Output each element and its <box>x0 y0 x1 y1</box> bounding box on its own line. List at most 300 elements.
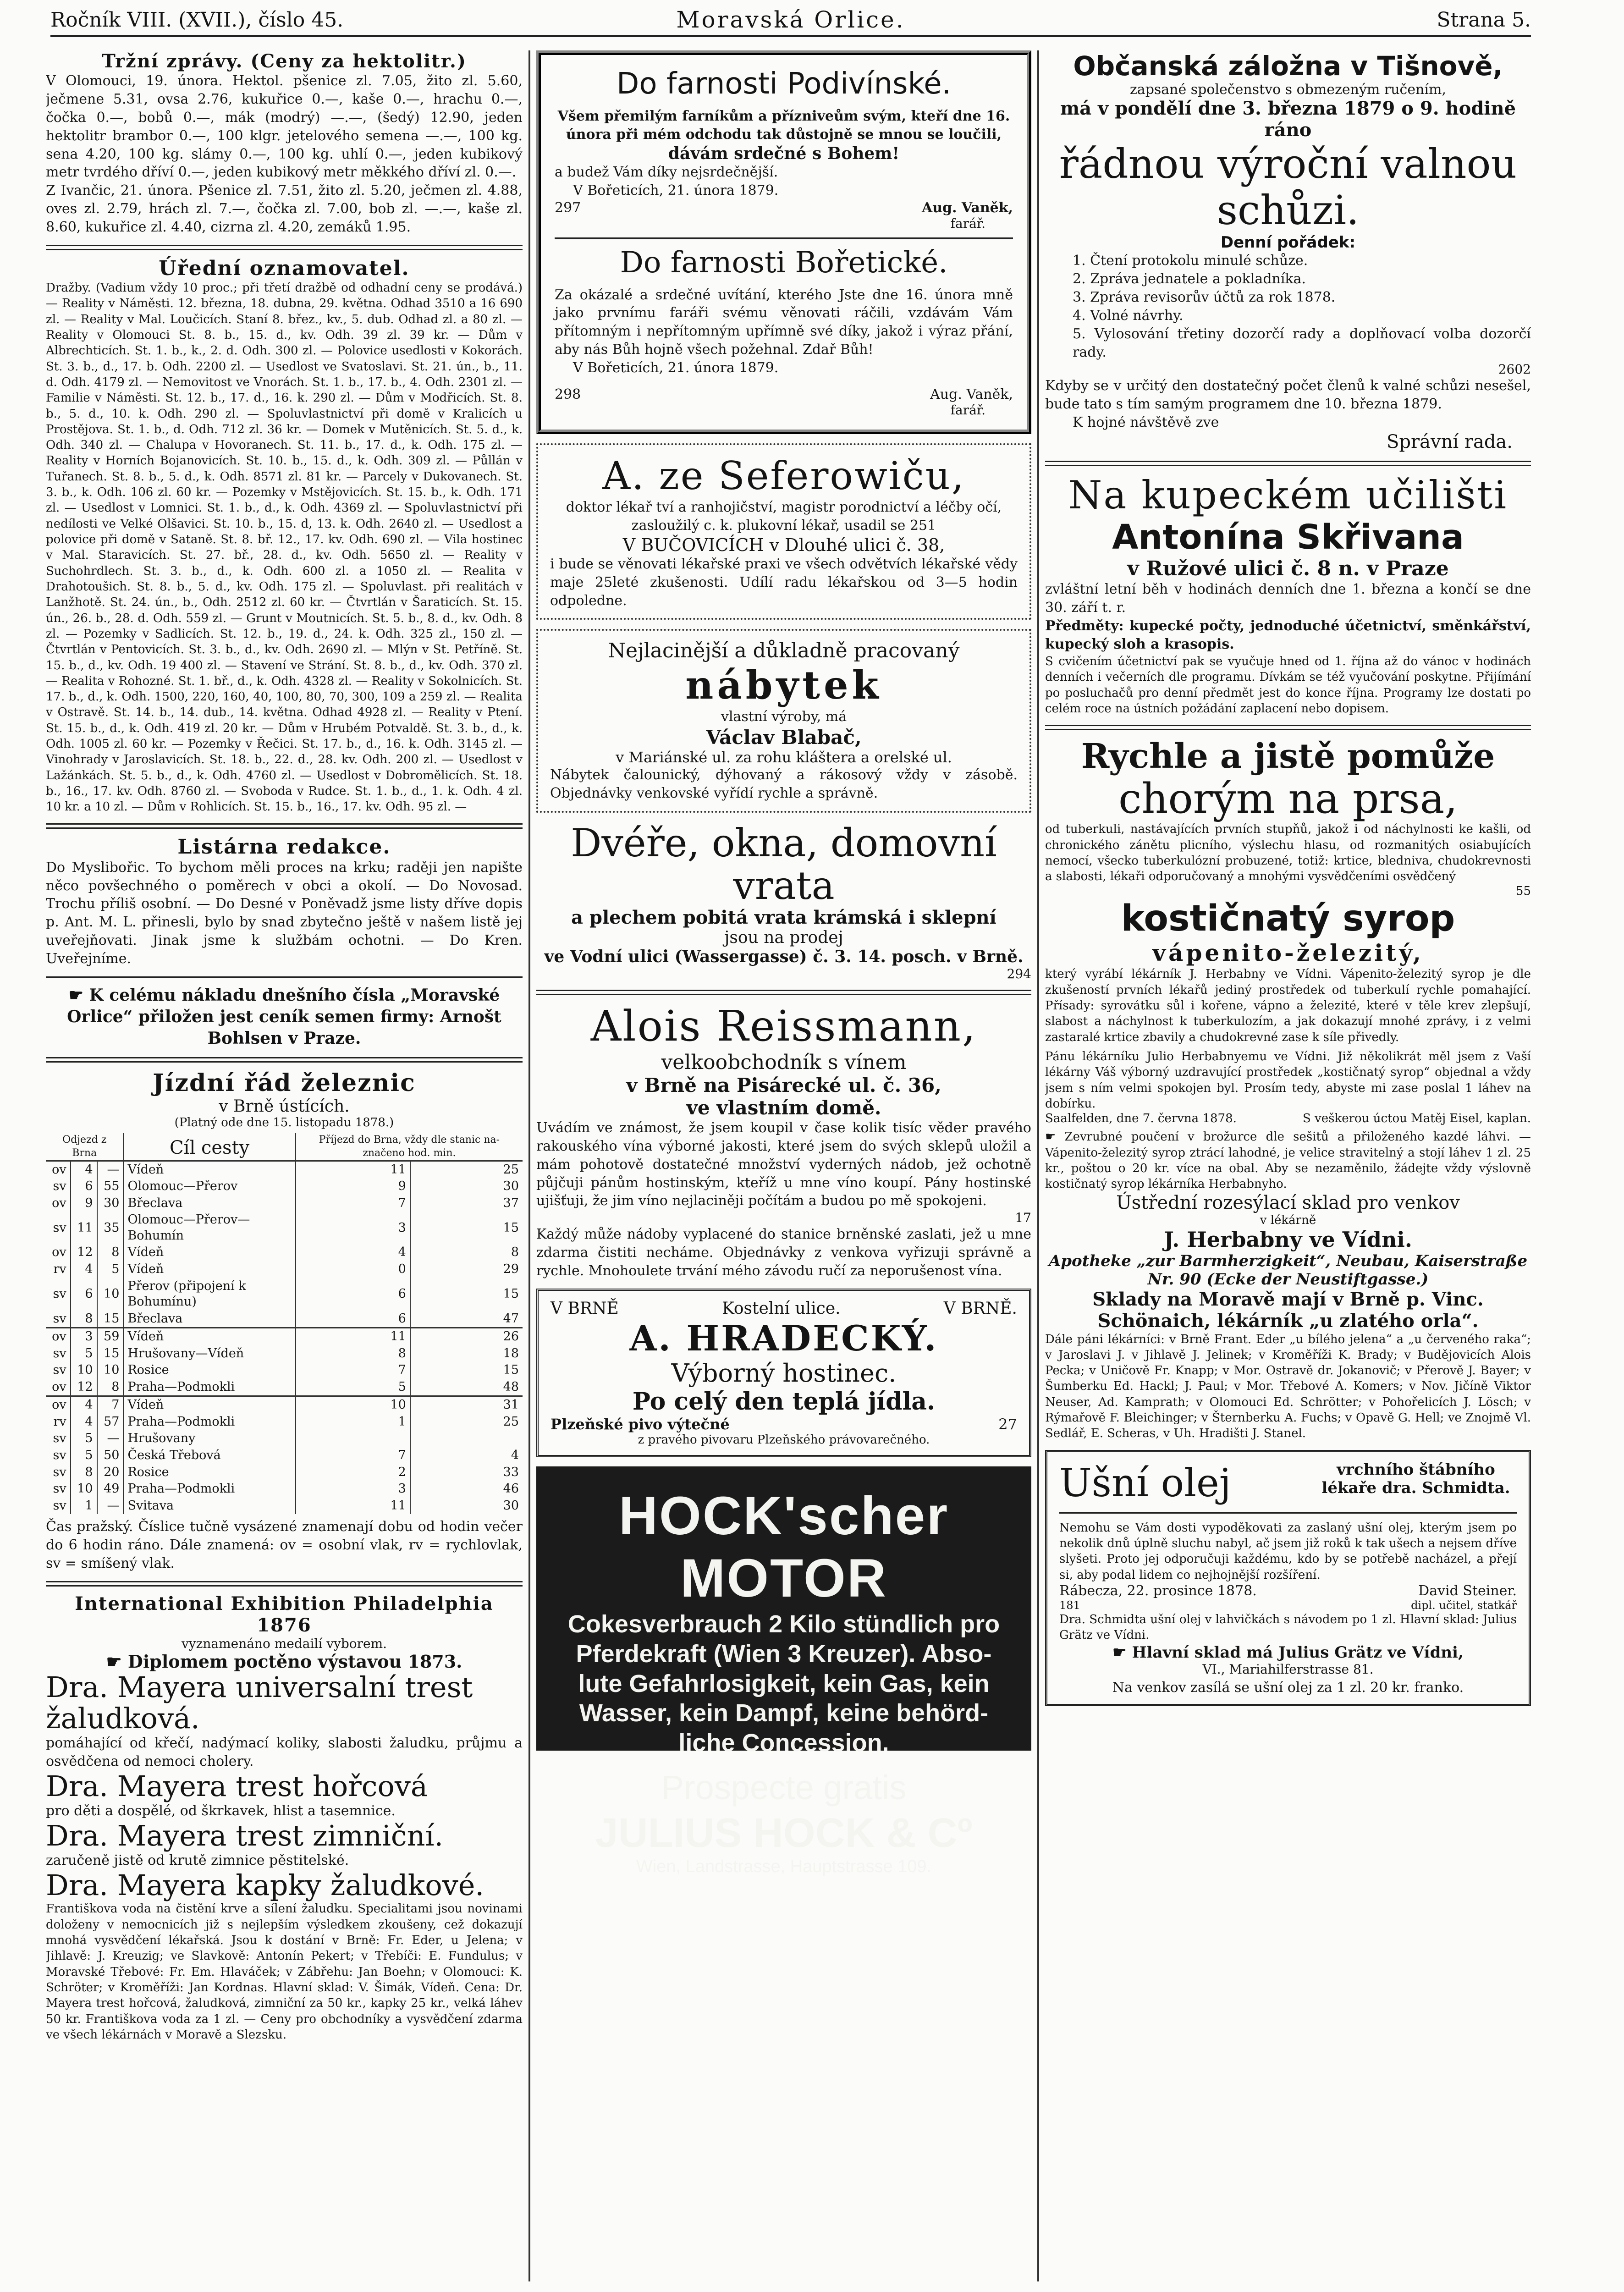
arr-hour: 7 <box>296 1362 410 1379</box>
dep-hour: 6 <box>71 1178 97 1195</box>
doors-text: jsou na prodej <box>724 928 843 947</box>
dep-min: 7 <box>97 1396 124 1414</box>
arr-hour: 2 <box>296 1464 410 1481</box>
table-row <box>46 1178 523 1195</box>
official-notices <box>46 257 523 815</box>
oil-heading <box>1059 1460 1517 1505</box>
hradecky-num: 27 <box>998 1416 1017 1433</box>
reissmann-addr2: ve vlastním domě. <box>686 1096 881 1119</box>
col-arrival: Příjezd do Brna, vždy dle stanic naznačeno hod. min. <box>296 1133 523 1161</box>
table-row <box>46 1447 523 1464</box>
dep-hour: 8 <box>71 1311 97 1328</box>
motor-line-1: Cokesverbrauch 2 Kilo stündlich pro <box>567 1610 1000 1638</box>
seferovic-city: V BUČOVICÍCH v Dlouhé ulici č. 38, <box>622 534 945 555</box>
divider <box>1059 1512 1517 1514</box>
destination: Vídeň <box>123 1261 295 1278</box>
arr-hour: 0 <box>296 1261 410 1278</box>
phila-title: International Exhibition Philadelphia 1876 <box>75 1592 494 1636</box>
school-text: zvláštní letní běh v hodinách denních dne 1. března a končí se dne 30. září t. r. <box>1045 581 1531 616</box>
school-addr: v Ružové ulici č. 8 n. v Praze <box>1127 557 1449 581</box>
motor-firm: JULIUS HOCK & Cº <box>595 1810 973 1857</box>
hradecky-advert <box>536 1289 1031 1457</box>
oil-depot-text: Hlavní sklad má Julius Grätz ve Vídni, <box>1132 1643 1464 1662</box>
furniture-title: Nejlacinější a důkladně pracovaný <box>608 639 960 663</box>
arr-min: 15 <box>410 1362 523 1379</box>
train-type: sv <box>53 1179 66 1194</box>
oil-depot <box>1059 1643 1517 1662</box>
divider <box>46 245 523 250</box>
arr-min: 30 <box>410 1178 523 1195</box>
school-title: Na kupeckém učilišti <box>1068 473 1508 518</box>
market-title: Tržní zprávy. (Ceny za hektolitr.) <box>102 50 467 72</box>
destination: Praha—Podmokli <box>123 1414 295 1431</box>
dep-hour: 4 <box>71 1161 97 1178</box>
table-row <box>46 1345 523 1362</box>
boretice-role: farář. <box>950 402 985 418</box>
podivin-num: 297 <box>555 199 581 216</box>
dep-hour: 5 <box>71 1345 97 1362</box>
podivin-notice <box>536 50 1031 434</box>
dep-min: 15 <box>97 1345 124 1362</box>
oil-signature <box>1059 1583 1517 1599</box>
train-type: sv <box>53 1311 66 1326</box>
hradecky-slogan: Po celý den teplá jídla. <box>632 1388 936 1416</box>
train-type: sv <box>53 1220 66 1235</box>
dep-hour: 12 <box>71 1244 97 1261</box>
oil-num: 181 <box>1059 1598 1080 1612</box>
timetable-table <box>46 1133 523 1514</box>
dep-min: 57 <box>97 1414 124 1431</box>
podivin-text: Všem přemilým farníkům a přízniveům svým, kteří dne 16. února při mém odchodu tak důstojně se mnou se loučili, <box>557 108 1010 143</box>
destination: Vídeň <box>123 1244 295 1261</box>
destination: Přerov (připojení k Bohumínu) <box>123 1278 295 1311</box>
dep-min: 5 <box>97 1261 124 1278</box>
catalog-notice <box>46 985 523 1049</box>
divider <box>1045 725 1531 730</box>
arr-min: 15 <box>410 1212 523 1244</box>
agenda-item: 3. Zpráva revisorův účtů za rok 1878. <box>1073 289 1336 306</box>
furniture-text2: Nábytek čalounický, dýhovaný a rákosový vždy v zásobě. Objednávky venkovské vyřídí rychle a správně. <box>550 767 1018 802</box>
destination: Olomouc—Přerov <box>123 1178 295 1195</box>
table-row <box>46 1195 523 1212</box>
hradecky-name: A. HRADECKÝ. <box>629 1318 938 1359</box>
reissmann-sub: velkoobchodník s vínem <box>661 1050 907 1074</box>
table-row <box>46 1430 523 1447</box>
motor-line-5: liche Concession. <box>678 1729 889 1757</box>
arr-min: 25 <box>410 1414 523 1431</box>
rail-validity: (Platný ode dne 15. listopadu 1878.) <box>174 1116 394 1130</box>
dep-hour: 1 <box>71 1498 97 1515</box>
savings-main: řádnou výroční valnou schůzi. <box>1059 140 1517 234</box>
col-departure: Odjezd z Brna <box>46 1133 123 1161</box>
table-row <box>46 1414 523 1431</box>
divider <box>555 237 1013 239</box>
train-type: sv <box>53 1363 66 1377</box>
syrup-depot-name: J. Herbabny ve Vídni. <box>1164 1227 1412 1252</box>
seferovic-advert <box>536 443 1031 620</box>
dep-hour: 10 <box>71 1481 97 1498</box>
dep-min: — <box>97 1498 124 1515</box>
table-row <box>46 1396 523 1414</box>
destination: Olomouc—Přerov—Bohumín <box>123 1212 295 1244</box>
arr-min: 31 <box>410 1396 523 1414</box>
reissmann-num: 17 <box>1015 1210 1031 1226</box>
destination: Praha—Podmokli <box>123 1481 295 1498</box>
destination: Praha—Podmokli <box>123 1379 295 1396</box>
dep-hour: 3 <box>71 1328 97 1345</box>
arr-min: 18 <box>410 1345 523 1362</box>
table-row <box>46 1328 523 1345</box>
seferovic-title: A. ze Seferowiču, <box>602 453 965 499</box>
column-left <box>46 50 523 2281</box>
motor-address: Wien, Landstrasse, Hauptstrasse 109. <box>636 1857 932 1877</box>
catalog-notice-text: K celému nákladu dnešního čísla „Moravské Orlice“ přiložen jest ceník semen firmy: Arnošt Bohlsen v Praze. <box>67 985 501 1048</box>
column-rule-2 <box>1037 50 1039 2281</box>
arr-hour: 6 <box>296 1278 410 1311</box>
dep-min: 55 <box>97 1178 124 1195</box>
school-name: Antonína Skřivana <box>1112 518 1464 557</box>
syrup-warning <box>1045 1129 1531 1192</box>
arr-min: 4 <box>410 1447 523 1464</box>
hradecky-right: V BRNĚ. <box>943 1299 1017 1318</box>
arr-hour: 7 <box>296 1195 410 1212</box>
mayer4-text: Františkova voda na čistění krve a sílení žaludku. Specialitami jsou novinami doloženy v nemocnicích již s nejlepším výsledkem zkoušeny, cež dokazují mnohá vysvědčení lékařská. Jsou k dostání v Brně: Fr. Eder, u Jelena; v Jihlavě: J. Kreuzig; ve Slavkově: Antonín Pekert; v Třebíči: E. Fundulus; v Moravské Třebové: Fr. Em. Hlaváček; v Zábřehu: Jan Boehn; v Olomouci: K. Schröter; v Kroměříži: Jan Kordnas. Hlavní sklad: V. Šimák, Vídeň. Cena: Dr. Mayera trest hořcová, žaludková, zimniční za 50 kr., kapky 25 kr., velká láhev 50 kr. Františkova voda za 1 zl. — Ceny pro obchodníky a vysvědčení zdarma ve všech lékárnách v Moravě a Slezsku. <box>46 1902 523 2042</box>
arr-min: 37 <box>410 1195 523 1212</box>
oil-depot2: VI., Mariahilferstrasse 81. <box>1202 1661 1374 1677</box>
oil-title: Ušní olej <box>1059 1460 1231 1505</box>
furniture-addr: v Mariánské ul. za rohu kláštera a orelské ul. <box>616 749 952 766</box>
dep-min: 35 <box>97 1212 124 1244</box>
dep-min: 10 <box>97 1278 124 1311</box>
motor-prospect: Prospecte gratis <box>661 1769 907 1807</box>
divider <box>46 1581 523 1587</box>
agenda-item: 5. Vylosování třetiny dozorčí rady a doplňovací volba dozorčí rady. <box>1073 325 1531 360</box>
furniture-word: nábytek <box>685 662 882 708</box>
hock-motor-advert <box>536 1466 1031 1877</box>
seferovic-text2: i bude se věnovati lékařské praxi ve všech odvětvích lékařské vědy maje 25leté zkušenosti. Udílí radu lékařskou od 3—5 hodin odpoledne. <box>550 556 1018 609</box>
destination: Vídeň <box>123 1396 295 1414</box>
podivin-sig: Aug. Vaněk, <box>921 199 1013 216</box>
hradecky-beer-line <box>551 1416 1017 1433</box>
syrup-warning-text: Zevrubné poučení v brožurce dle sešitů a přiloženého kazdé láhvi. — Vápenito-železitý syrop ztrácí lahodné, je velice stravitelný a stojí láhev 1 zl. 25 kr., poštou o 20 kr. více na obal. Aby se nezaměnilo, žádejte vždy výslovně kostičnatý syrop lékárníka Herbabnyho. <box>1045 1130 1531 1191</box>
hradecky-mid: Kostelní ulice. <box>721 1299 841 1318</box>
table-row <box>46 1464 523 1481</box>
podivin-text2: a budež Vám díky nejsrdečnější. <box>555 164 778 180</box>
syrup-stores: Sklady na Moravě mají v Brně p. Vinc. Schönaich, lékárník „u zlatého orla“. <box>1092 1288 1484 1332</box>
train-type: ov <box>52 1196 66 1210</box>
dep-hour: 10 <box>71 1362 97 1379</box>
boretice-title: Do farnosti Bořetické. <box>620 245 948 280</box>
table-row <box>46 1244 523 1261</box>
pointing-hand-icon: ☛ <box>1112 1643 1132 1662</box>
mayer4-title: Dra. Mayera kapky žaludkové. <box>46 1868 484 1902</box>
arr-hour: 8 <box>296 1345 410 1362</box>
market-report <box>46 50 523 237</box>
table-row <box>46 1278 523 1311</box>
dep-hour: 4 <box>71 1414 97 1431</box>
dep-hour: 11 <box>71 1212 97 1244</box>
newspaper-title: Moravská Orlice. <box>676 6 905 33</box>
syrup-depot: Ústřední rozesýlací sklad pro venkov <box>1116 1192 1460 1213</box>
agenda-item: 2. Zpráva jednatele a pokladníka. <box>1073 271 1306 287</box>
dep-min: 15 <box>97 1311 124 1328</box>
rail-title: Jízdní řád železnic <box>153 1069 416 1097</box>
table-row <box>46 1311 523 1328</box>
arr-hour: 3 <box>296 1481 410 1498</box>
train-type: sv <box>53 1498 66 1513</box>
agenda-item: 1. Čtení protokolu minulé schůze. <box>1073 253 1308 269</box>
savings-agenda <box>1045 252 1531 361</box>
oil-text: Nemohu se Vám dosti vypoděkovati za zaslaný ušní olej, kterým jsem po nekolik dnů úplně sluchu nabyl, ač jsem již roků k tak ušech a nejsem dříve slyšeti. Proto jej odporučuji každému, kdo by se potřebě nacházel, a přejí si, aby podal lidem co nejhojnější rozšíření. <box>1059 1521 1517 1582</box>
boretice-signature <box>555 386 1013 402</box>
arr-min: 30 <box>410 1498 523 1515</box>
train-type: ov <box>46 1328 71 1345</box>
train-type: sv <box>53 1346 66 1361</box>
official-title: Úřední oznamovatel. <box>159 257 410 281</box>
destination: Česká Třebová <box>123 1447 295 1464</box>
table-row <box>46 1161 523 1178</box>
savings-signature: Správní rada. <box>1387 431 1513 453</box>
editor-title: Listárna redakce. <box>177 835 391 859</box>
seferovic-text: doktor lékař tví a ranhojičství, magistr porodnictví a léčby očí, zasloužilý c. k. plukovní lékař, usadil se 251 <box>566 499 1002 534</box>
diploma-line <box>46 1651 523 1672</box>
train-type: rv <box>53 1262 66 1276</box>
arr-hour: 11 <box>296 1328 410 1345</box>
podivin-signature <box>555 200 1013 216</box>
doors-title: Dvéře, okna, domovní vrata <box>571 821 997 908</box>
savings-note: Kdyby se v určitý den dostatečný počet členů k valné schůzi nesešel, bude tato s tím samým programem dne 10. března 1879. <box>1045 377 1531 412</box>
syrup-sign-name: S veškerou úctou Matěj Eisel, kaplan. <box>1302 1112 1531 1126</box>
table-row <box>46 1379 523 1396</box>
destination: Břeclava <box>123 1195 295 1212</box>
savings-num: 2602 <box>1498 361 1531 377</box>
mayer2-text: pro děti a dospělé, od škrkavek, hlist a tasemnice. <box>46 1803 396 1819</box>
podivin-role: farář. <box>950 215 985 231</box>
savings-notice <box>1045 50 1531 452</box>
divider <box>1045 461 1531 466</box>
table-row <box>46 1261 523 1278</box>
table-row <box>46 1362 523 1379</box>
doors-advert <box>536 822 1031 981</box>
motor-line-2: Pferdekraft (Wien 3 Kreuzer). Abso- <box>576 1640 992 1668</box>
podivin-place: V Bořeticích, 21. února 1879. <box>573 182 779 198</box>
arr-min: 8 <box>410 1244 523 1261</box>
syrup-advert <box>1045 737 1531 1442</box>
train-type: ov <box>52 1162 66 1177</box>
savings-sub: zapsané společenstvo s obmezeným ručením, <box>1130 82 1446 98</box>
reissmann-text: Uvádím ve známost, že jsem koupil v čase kolik tisíc věder pravého rakouského vína výborné jakosti, které jsem do svých sklepů uložil a mám pohotově dostatečné množství vyderných nádob, jež ochotně půjčuji pánům hostinským, kteříž u mne víno koupí. Pány hostinské ujišťuji, že jim víno nejlaciněji počítám a budou po mě spokojeni. <box>536 1119 1031 1209</box>
podivin-thanks: dávám srdečné s Bohem! <box>668 143 900 163</box>
oil-signature-2 <box>1059 1599 1517 1612</box>
train-type: ov <box>52 1245 66 1260</box>
arr-hour: 3 <box>296 1212 410 1244</box>
furniture-name: Václav Blabač, <box>706 726 862 749</box>
oil-sig: David Steiner. <box>1418 1582 1517 1599</box>
dep-min: 10 <box>97 1362 124 1379</box>
page-number: Strana 5. <box>1437 8 1531 32</box>
chest-title: Rychle a jistě pomůže <box>1081 737 1495 777</box>
destination: Hrušovany <box>123 1430 295 1447</box>
train-type: sv <box>53 1482 66 1496</box>
doors-addr: ve Vodní ulici (Wassergasse) č. 3. 14. posch. v Brně. <box>544 947 1024 966</box>
chest-text: od tuberkuli, nastávajících prvních stupňů, jakož i od náchylnosti ke kašli, od chronického zánětu plicního, výslechu hlasu, od rozmanitých osiabujících nemocí, všecko tuberkulózní probuzené, totiž: krtice, bledniva, chudokrevnosti a slabosti, lékaři odporučovaný a mnohými vysvědčeními osvědčený <box>1045 822 1531 884</box>
arr-hour: 9 <box>296 1178 410 1195</box>
official-body: Dražby. (Vadium vždy 10 proc.; při třetí dražbě od odhadní ceny se prodává.) — Reality v Náměsti. 12. března, 18. dubna, 29. května. Odhad 3510 a 16 690 zl. — Reality v Mal. Loučicích. Staní 8. břez., kv., 5. dub. Odhad zl. a 80 zl. — Reality v Olomouci St. 8. b., 15. d., kv. Odh. 39 zl. 39 kr. — Dům v Albrechticích. St. 1. b., k., 2. d. Odh. 300 zl. — Polovice usedlosti v Kokorách. St. 3. b., d., 17. b. Odh. 2200 zl. — Usedlost ve Svatoslavi. St. 21. ún., b., 11. d. Odh. 4179 zl. — Nemovitost ve Vnorách. St. 1. b., 17. b., 4. Odh. 2301 zl. — Familie v Náměsti. St. 12. b., 17. d., 16. k. 290 zl. — Dům v Modřicích. St. 8. b., 5. d., 10. k. Odh. 290 zl. — Spoluvlastnictví při domě v Kralicích u Prostějova. St. 1. b., d. Odh. 712 zl. 36 kr. — Domek v Mutěnicích. St. 5. d., k. Odh. 340 zl. — Chalupa v Hovoranech. St. 11. b., 17. d., k. Odh. 175 zl. — Reality v Horních Bojanovicích. St. 10. b., 15. d., k. Odh. 309 zl. — Půllán v Tuřanech. St. 8. b., 5. d., k. Odh. 8571 zl. 81 kr. — Parcely v Dukovanech. St. 3. b., k. Odh. 106 zl. 60 kr. — Pozemky v Mstějovicích. St. 15. b., k. Odh. 171 zl. — Usedlost v Lomnici. St. 1. b., d., k. Odh. 4369 zl. — Spoluvlastnictví při nedílosti ve Velké Olšavici. St. 10. b., 15. d, 13. k. Odh. 2640 zl. — Usedlost a polovice při domě v Sataně. St. 8. bř. 12., 17. kv. Odh. 690 zl. — Vila hostinec v Mal. Staravicích. St. 27. bř., 28. d., kv. Odh. 5650 zl. — Reality v Suchohrdlech. St. 3. b., d., k. Odh. 600 zl. a 1050 zl. — Realita v Drahotoušich. St. 8. b., 5. d., kv. Odh. 175 zl. — Spoluvlast. při realitách v Lanžhotě. St. 24. ún., b., Odh. 2512 zl. 60 kr. — Čtvrtlán v Šaraticích. St. 15. ún., 26. b., 28. d. Odh. 559 zl. — Grunt v Moutnicích. St. 5. b., 8. d., kv. Odh. 8 zl. — Pozemky v Sadlicích. St. 12. b., 19. d., 24. k. Odh. 325 zl., 150 zl. — Čtvrtlán v Pentovicích. St. 3. b., d., kv. Odh. 2690 zl. — Mlýn v St. Petříně. St. 15. b., d., kv. Odh. 19 400 zl. — Stavení ve Strání. St. 8. b., d., kv. Odh. 370 zl. — Realita v Rohozné. St. 1. bř., d., k. Odh. 4328 zl. — Reality v Sokolnicích. St. 17. b., d., k. Odh. 1500, 220, 160, 40, 100, 80, 70, 300, 109 a 259 zl. — Realita v Ostravě. St. 14. b., 14. dub., 14. května. Odhad 4928 zl. — Reality v Ptení. St. 15. b., d., k. Odh. 419 zl. 20 kr. — Dům v Hrubém Potvaldě. St. 3. b., d., k. Odh. 1005 zl. 60 kr. — Pozemky v Řečici. St. 17. b., d., 16. k. Odh. 3145 zl. — Vinohrady v Jaroslavicích. St. 18. b., 22. d., 28. kv. Odh. 200 zl. — Usedlost v Lažánkách. St. 5. b., d., k. Odh. 4760 zl. — Usedlost v Dobromělicích. St. 18. b., 16., 17. kv. Odh. 8760 zl. — Svoboda v Rudce. St. 1. b., d., 1. k. Odh. 4 zl. 10 kr. a 10 zl. — Dům v Rohlicích. St. 15. b., 16., 17. kv. Odh. 95 zl. — <box>46 281 523 814</box>
train-type: rv <box>53 1414 66 1429</box>
dep-min: — <box>97 1430 124 1447</box>
school-subjects: Předměty: kupecké počty, jednoduché účetnictví, směnkářství, kupecký sloh a krasopis. <box>1045 618 1531 653</box>
mayer3-text: zaručeně jistě od krutě zimnice pěstitelské. <box>46 1852 349 1869</box>
destination: Vídeň <box>123 1328 295 1345</box>
issue-info: Ročník VIII. (XVII.), číslo 45. <box>50 8 344 32</box>
column-right <box>1045 50 1531 2281</box>
arr-min: 29 <box>410 1261 523 1278</box>
syrup-text: který vyrábí lékárník J. Herbabny ve Vídni. Vápenito-železitý syrop je dle zkušeností prvních lékařů jediný prostředek od tuberkulí rychle pomahající. Přísady: syrovátku sůl i kořene, vápno a železité, které v těle krev zlepšují, slabost a náchylnost k tuberkulozím, a jak dokazují mnohé zprávy, i z velmi zastaralé krtice zbavily a chudokrevné zase k síle přivedly. <box>1045 967 1531 1044</box>
destination: Rosice <box>123 1362 295 1379</box>
school-text2: S cvičením účetnictví pak se vyučuje hned od 1. října až do vánoc v hodinách denních i večerních dle programu. Dívkám se též vyučování poskytne. Přijímání po posluchačů pro denní předmět jest do konce října. Programy lze dostati po celém roce na ústních požádání zaplacení nebo dopisem. <box>1045 654 1531 716</box>
arr-hour: 10 <box>296 1396 410 1414</box>
arr-hour: 6 <box>296 1311 410 1328</box>
destination: Vídeň <box>123 1161 295 1178</box>
dep-min: 50 <box>97 1447 124 1464</box>
motor-title: HOCK'scher MOTOR <box>618 1486 949 1609</box>
syrup-sub: vápenito-železitý, <box>1152 939 1424 967</box>
market-body-ivancice: Z Ivančic, 21. února. Pšenice zl. 7.51, žito zl. 5.20, ječmen zl. 4.88, oves zl. 2.79, hrách zl. 7.—, čočka zl. 7.00, bob zl. —.—, kaše zl. 8.60, kukuřice zl. 4.40, cizrna zl. 4.20, zemáků 1.95. <box>46 182 523 236</box>
arr-min: 26 <box>410 1328 523 1345</box>
dep-hour: 5 <box>71 1447 97 1464</box>
syrup-apotheke: Apotheke „zur Barmherzigkeit“, Neubau, Kaiserstraße Nr. 90 (Ecke der Neustiftgasse.) <box>1048 1251 1528 1289</box>
divider <box>46 976 523 978</box>
syrup-sign-place: Saalfelden, dne 7. června 1878. <box>1045 1112 1237 1126</box>
market-body: V Olomouci, 19. února. Hektol. pšenice zl. 7.05, žito zl. 5.60, ječmene 5.31, ovsa 2.76, kukuřice 0.—, kaše 0.—, hrachu 0.—, čočka 0.—, bobů 0.—, mák (modrý) —.—, (šedý) 12.90, jeden hektolitr brambor 0.—, 100 klgr. jetelového semena —.—, 100 kg. sena 4.20, 100 kg. slámy 0.—, 100 kg. uhlí 0.—, jeden kubikový metr tvrdého dříví 0.—, jeden kubikový metr měkkého dříví zl. 0.—. <box>46 73 523 181</box>
doors-num: 294 <box>1007 966 1031 981</box>
motor-line-3: lute Gefahrlosigkeit, kein Gas, kein <box>578 1669 990 1697</box>
dep-hour: 12 <box>71 1379 97 1396</box>
dep-min: 49 <box>97 1481 124 1498</box>
destination: Rosice <box>123 1464 295 1481</box>
divider <box>46 823 523 829</box>
train-type: sv <box>53 1448 66 1462</box>
dep-min: 8 <box>97 1244 124 1261</box>
column-middle <box>536 50 1031 2281</box>
oil-price: Dra. Schmidta ušní olej v lahvičkách s návodem po 1 zl. Hlavní sklad: Julius Grätz ve Vídni. <box>1059 1612 1517 1642</box>
arr-hour: 11 <box>296 1498 410 1515</box>
arr-min: 33 <box>410 1464 523 1481</box>
pointing-hand-icon: ☛ <box>106 1651 128 1672</box>
phila-sub: vyznamenáno medailí vyborem. <box>181 1636 387 1651</box>
oil-sig2: dipl. učitel, statkář <box>1411 1598 1517 1612</box>
savings-invite: K hojné návštěvě zve <box>1073 414 1219 430</box>
dep-min: 8 <box>97 1379 124 1396</box>
reissmann-title: Alois Reissmann, <box>590 1001 977 1051</box>
dep-hour: 9 <box>71 1195 97 1212</box>
dep-hour: 5 <box>71 1430 97 1447</box>
savings-agenda-title: Denní pořádek: <box>1220 233 1356 252</box>
rail-subtitle: v Brně ústících. <box>219 1097 350 1116</box>
reissmann-addr: v Brně na Pisárecké ul. č. 36, <box>626 1074 941 1096</box>
column-rule-1 <box>528 50 530 2281</box>
mayer3-title: Dra. Mayera trest zimniční. <box>46 1819 444 1853</box>
boretice-text: Za okázalé a srdečné uvítání, kterého Jste dne 16. února mně jako prvnímu faráři svému věnovati ráčili, vzdávám Vám přítomným i nepřítomným upřímně své díky, jakož i výraz přání, aby nás Bůh hojně všech požehnal. Zdař Bůh! <box>555 286 1013 358</box>
arr-hour: 1 <box>296 1414 410 1431</box>
hradecky-sub: Výborný hostinec. <box>671 1359 897 1388</box>
mayer-advert <box>46 1593 523 2043</box>
chest-main: chorým na prsa, <box>1118 775 1458 823</box>
railway-timetable <box>46 1069 523 1572</box>
chest-num: 55 <box>1515 884 1531 898</box>
dep-hour: 6 <box>71 1278 97 1311</box>
hradecky-topline <box>551 1299 1017 1318</box>
school-advert <box>1045 473 1531 716</box>
oil-post: Na venkov zasílá se ušní olej za 1 zl. 20 kr. franko. <box>1112 1679 1464 1696</box>
syrup-depot2: v lékárně <box>1260 1213 1316 1227</box>
syrup-title: kostičnatý syrop <box>1121 898 1455 940</box>
dep-min: 30 <box>97 1195 124 1212</box>
destination: Hrušovany—Vídeň <box>123 1345 295 1362</box>
editor-letters <box>46 835 523 968</box>
reissmann-advert <box>536 1002 1031 1280</box>
train-type: sv <box>53 1286 66 1301</box>
dep-hour: 4 <box>71 1396 97 1414</box>
dep-hour: 8 <box>71 1464 97 1481</box>
train-type: sv <box>53 1431 66 1446</box>
syrup-letter: Pánu lékárníku Julio Herbabnyemu ve Vídni. Již několikrát měl jsem z Vaší lékárny Váš výborný uzdravující prostředek „kostičnatý syrop“ objednal a vždy jsem s ním velmi spokojen byl. Prosím tedy, abyste mi zase poslal 1 láhev na dobírku. <box>1045 1050 1531 1111</box>
furniture-advert <box>536 629 1031 813</box>
hradecky-left: V BRNĚ <box>551 1299 619 1318</box>
agenda-item: 4. Volné návrhy. <box>1073 308 1184 324</box>
destination: Břeclava <box>123 1311 295 1328</box>
mayer1-title: Dra. Mayera universalní trest žaludková. <box>46 1670 473 1736</box>
divider <box>46 1057 523 1063</box>
table-row <box>46 1212 523 1244</box>
arr-hour: 4 <box>296 1244 410 1261</box>
mayer1-text: pomáhající od křečí, nadýmací koliky, slabosti žaludku, průjmu a osvědčena od nemoci cholery. <box>46 1735 523 1770</box>
savings-date: má v pondělí dne 3. března 1879 o 9. hodině ráno <box>1060 98 1516 141</box>
running-header <box>50 6 1531 37</box>
arr-min: 48 <box>410 1379 523 1396</box>
arr-min <box>410 1430 523 1447</box>
arr-hour <box>296 1430 410 1447</box>
table-row <box>46 1481 523 1498</box>
arr-hour: 11 <box>296 1161 410 1178</box>
boretice-place: V Bořeticích, 21. února 1879. <box>573 360 779 376</box>
arr-min: 25 <box>410 1161 523 1178</box>
rail-note: Čas pražský. Číslice tučně vysázené znamenají dobu od hodin večer do 6 hodin ráno. Dále znamená: ov = osobní vlak, rv = rychlovlak, sv = smíšený vlak. <box>46 1519 523 1571</box>
divider <box>536 990 1031 995</box>
ear-oil-advert <box>1045 1450 1531 1706</box>
syrup-signature <box>1045 1112 1531 1125</box>
dep-hour: 4 <box>71 1261 97 1278</box>
reissmann-text2: Každý může nádoby vyplacené do stanice brněnské zaslati, jež u mne zdarma čistiti necháme. Objednávky z venkova vyřizuji správně a rychle. Mnohoulete trvání mého závodu ručí za neporušenost vína. <box>536 1226 1031 1279</box>
hradecky-beer: Plzeňské pivo výtečné <box>551 1416 730 1433</box>
arr-min: 15 <box>410 1278 523 1311</box>
oil-sub: vrchního štábního lékaře dra. Schmidta. <box>1321 1460 1510 1497</box>
pointing-hand-icon: ☛ <box>1045 1130 1065 1144</box>
editor-body: Do Myslibořic. To bychom měli proces na krku; raději jen napište něco povšechného o poměrech v obci a okolí. — Do Novosad. Trochu příliš osobní. — Do Desné v Poněvadž jsme listy dříve dopis p. Ant. M. L. přinesli, bylo by snad zbytečno ještě v našem listě jej uveřejňovati. Jinak jsme k službám ochotni. — Do Kren. Uveřejníme. <box>46 859 523 967</box>
arr-hour: 7 <box>296 1447 410 1464</box>
syrup-stores2: Dále páni lékárníci: v Brně Frant. Eder „u bílého jelena“ a „u červeného raka“; v Jaroslavi J. v Jihlavě J. Jelinek; v Kroměříži K. Brady; v Budějovicích Alois Pecka; v Uničově Fr. Knapp; v Mor. Ostravě dr. Jokanovič; v Přerově J. Bayer; v Šumberku Ed. Hackl; J. Paul; v Mor. Třebové A. Komers; v Nov. Jičíně Viktor Neuser, Ad. Kamprath; v Olomouci Ed. Schrötter; v Pohořelicích J. Lösch; v Rýmařově F. Bleichinger; v Šternberku A. Fuchs; v Opavě G. Hell; ve Znojmě Vl. Sedlář, E. Scheras, v Uh. Hradišti J. Stanel. <box>1045 1332 1531 1441</box>
oil-place: Rábecza, 22. prosince 1878. <box>1059 1582 1257 1599</box>
pointing-hand-icon: ☛ <box>68 985 89 1005</box>
table-row <box>46 1498 523 1515</box>
boretice-num: 298 <box>555 386 581 403</box>
dep-min: 59 <box>97 1328 124 1345</box>
hradecky-beer2: z pravého pivovaru Plzeňského právovarečného. <box>638 1433 930 1447</box>
destination: Svitava <box>123 1498 295 1515</box>
furniture-text: vlastní výroby, má <box>721 709 847 725</box>
dep-min: — <box>97 1161 124 1178</box>
savings-title: Občanská záložna v Tišnově, <box>1073 50 1503 82</box>
